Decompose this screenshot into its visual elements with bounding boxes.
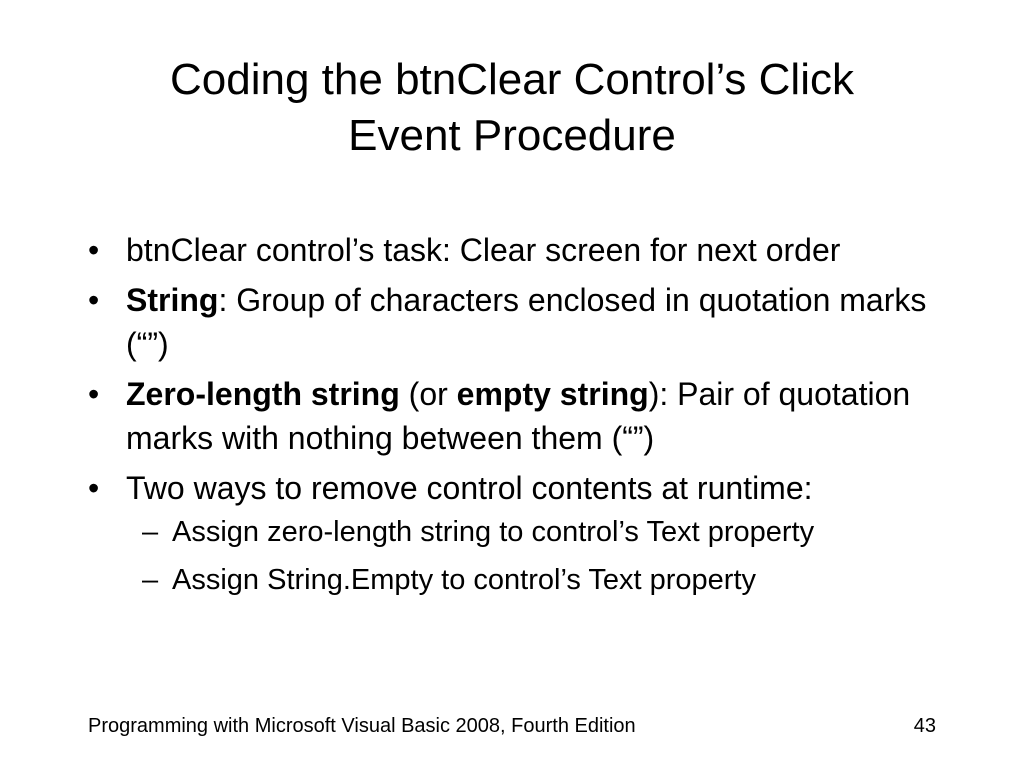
bullet-text: ): Pair of quotation marks with nothing between them (“”) (126, 376, 911, 456)
bullet-marker: • (88, 376, 100, 412)
footer-page-number: 43 (913, 715, 936, 737)
slide-title (60, 52, 964, 164)
sub-bullet-item (126, 560, 968, 600)
bullet-item-task (88, 228, 968, 272)
slide-title-line-1: Coding the btnClear Control’s Click (170, 55, 854, 104)
term-string: String (126, 282, 219, 318)
dash-marker: – (142, 564, 159, 596)
bullet-text: btnClear control’s task: Clear screen for next order (126, 232, 841, 268)
bullet-text: : Group of characters enclosed in quotation marks (“”) (126, 282, 927, 362)
bullet-marker: • (88, 282, 100, 318)
slide-title-line-2: Event Procedure (348, 111, 676, 160)
dash-marker: – (142, 516, 159, 548)
sub-bullet-text: Assign zero-length string to control’s Text property (172, 516, 815, 548)
bullet-marker: • (88, 232, 100, 268)
term-empty-string: empty string (456, 376, 649, 412)
bullet-text-connector: (or (399, 376, 457, 412)
term-zero-length-string: Zero-length string (126, 376, 400, 412)
bullet-marker: • (88, 470, 100, 506)
bullet-item-string (88, 278, 968, 366)
bullet-list (88, 228, 968, 608)
footer-book-title: Programming with Microsoft Visual Basic 2008, Fourth Edition (88, 715, 636, 737)
sub-bullet-list (126, 512, 968, 600)
bullet-text: Two ways to remove control contents at runtime: (126, 470, 813, 506)
sub-bullet-text: Assign String.Empty to control’s Text property (172, 564, 757, 596)
bullet-item-remove-contents (88, 466, 968, 600)
bullet-item-zero-length-string (88, 372, 968, 460)
sub-bullet-item (126, 512, 968, 552)
